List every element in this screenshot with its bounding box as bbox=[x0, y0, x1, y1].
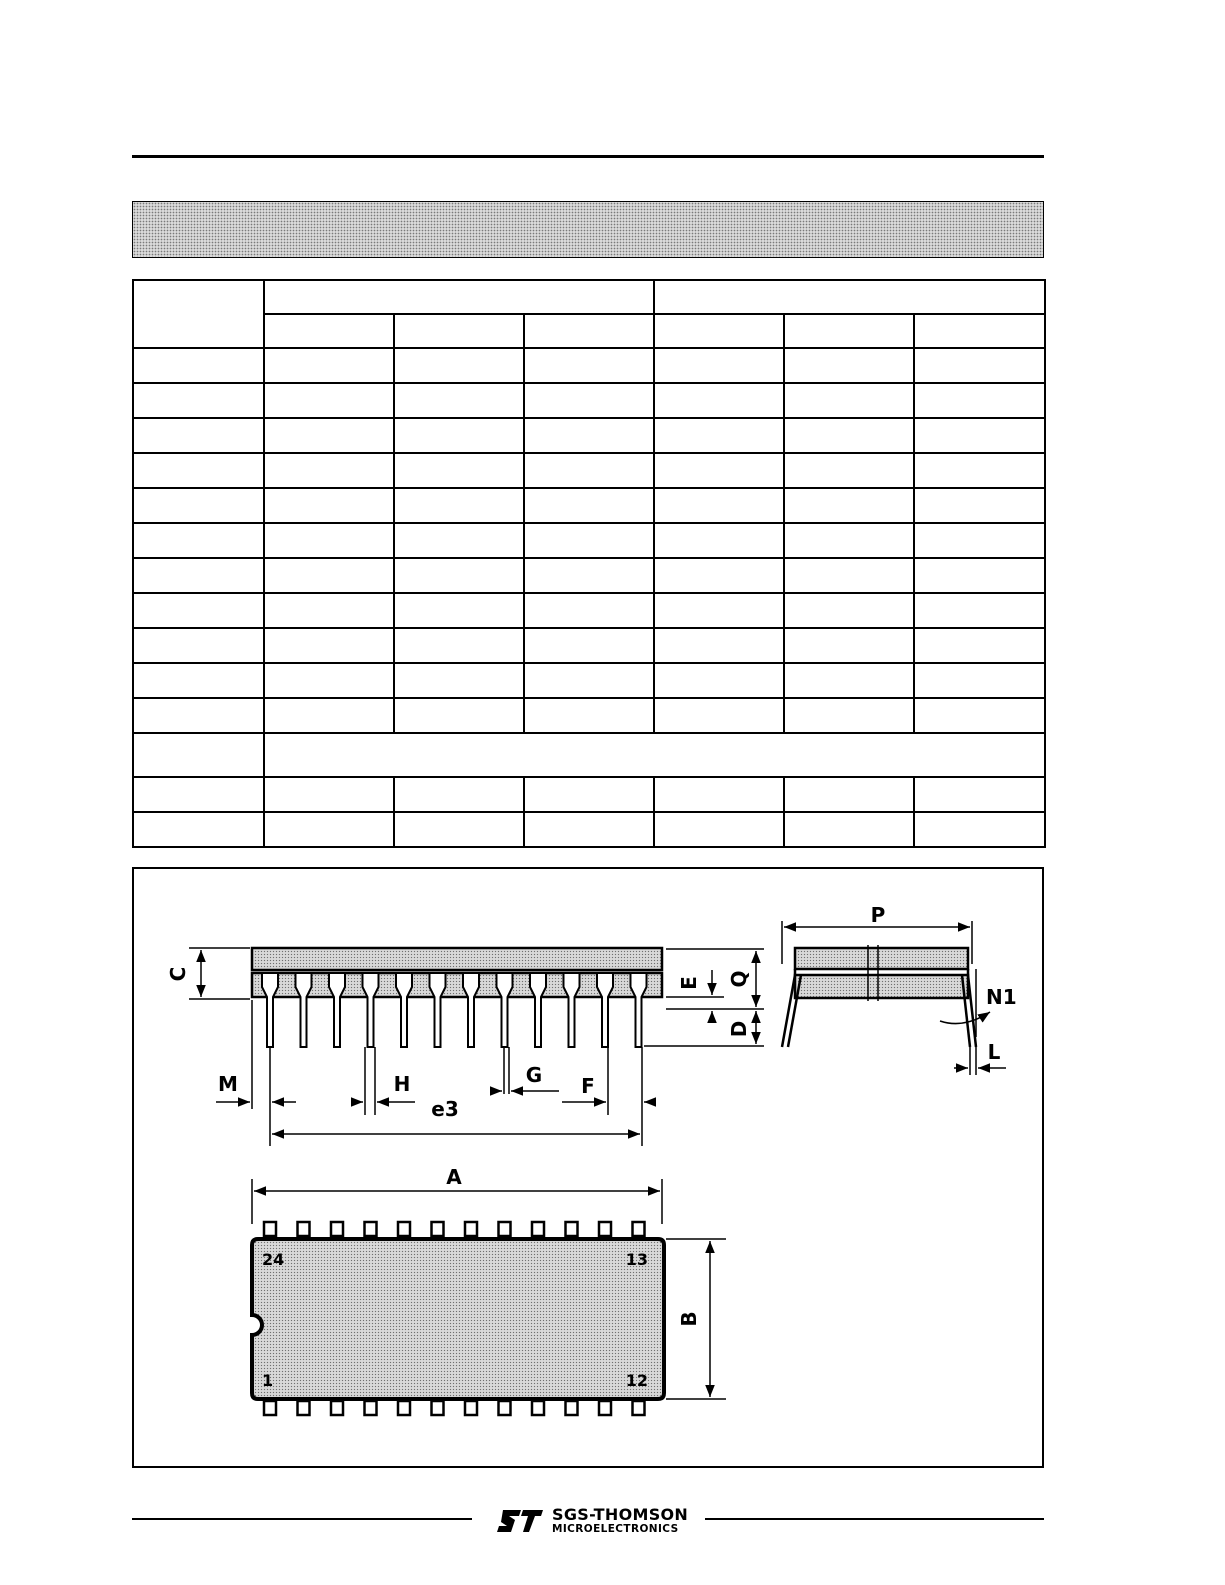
brand-line1: SGS-THOMSON bbox=[552, 1505, 689, 1524]
side-pin bbox=[564, 973, 580, 1047]
table-cell bbox=[654, 280, 1045, 314]
side-pin bbox=[329, 973, 345, 1047]
label-q: Q bbox=[727, 970, 751, 988]
table-row-wide bbox=[133, 733, 1045, 777]
table-row bbox=[133, 698, 1045, 733]
side-pin bbox=[430, 973, 446, 1047]
top-pin bbox=[331, 1222, 343, 1236]
top-pin bbox=[432, 1401, 444, 1415]
top-pin bbox=[264, 1401, 276, 1415]
table-cell bbox=[784, 314, 914, 348]
top-pin bbox=[365, 1401, 377, 1415]
table-subheader-row bbox=[133, 314, 1045, 348]
pin-number-24: 24 bbox=[262, 1250, 285, 1269]
top-pin bbox=[465, 1222, 477, 1236]
pin-number-12: 12 bbox=[625, 1371, 648, 1390]
top-pin bbox=[499, 1401, 511, 1415]
label-h: H bbox=[393, 1072, 411, 1096]
side-pin bbox=[296, 973, 312, 1047]
table-cell bbox=[394, 314, 524, 348]
side-pin bbox=[262, 973, 278, 1047]
top-pin bbox=[499, 1222, 511, 1236]
table-row bbox=[133, 663, 1045, 698]
side-pin bbox=[363, 973, 379, 1047]
side-pin bbox=[497, 973, 513, 1047]
table-cell bbox=[264, 314, 394, 348]
side-pin bbox=[463, 973, 479, 1047]
label-n1: N1 bbox=[986, 985, 1017, 1009]
table-cell bbox=[524, 314, 654, 348]
table-cell bbox=[914, 314, 1045, 348]
side-pin bbox=[396, 973, 412, 1047]
table-cell bbox=[133, 733, 264, 777]
pin-number-1: 1 bbox=[262, 1371, 274, 1390]
brand-line2: MICROELECTRONICS bbox=[552, 1523, 679, 1535]
top-pin bbox=[264, 1222, 276, 1236]
side-pin bbox=[631, 973, 647, 1047]
table-row bbox=[133, 348, 1045, 383]
table-row bbox=[133, 558, 1045, 593]
top-pin bbox=[365, 1222, 377, 1236]
top-pin bbox=[398, 1401, 410, 1415]
table-row bbox=[133, 418, 1045, 453]
label-d: D bbox=[727, 1020, 751, 1038]
top-pin bbox=[532, 1401, 544, 1415]
top-view bbox=[252, 1179, 726, 1415]
st-logo-icon bbox=[497, 1508, 545, 1534]
table-row bbox=[133, 812, 1045, 847]
package-outline-figure bbox=[132, 867, 1044, 1468]
label-a: A bbox=[446, 1165, 462, 1189]
side-pin bbox=[597, 973, 613, 1047]
table-row bbox=[133, 453, 1045, 488]
top-pin bbox=[331, 1401, 343, 1415]
title-banner bbox=[132, 201, 1044, 258]
table-row bbox=[133, 777, 1045, 812]
footer-rule-right bbox=[705, 1518, 1044, 1520]
top-pin bbox=[599, 1222, 611, 1236]
table-cell bbox=[133, 280, 264, 348]
table-row bbox=[133, 628, 1045, 663]
top-pin bbox=[633, 1222, 645, 1236]
label-e: E bbox=[677, 976, 701, 990]
dim-c bbox=[189, 948, 250, 999]
table-header-row bbox=[133, 280, 1045, 314]
table-cell bbox=[264, 733, 1045, 777]
label-g: G bbox=[525, 1063, 543, 1087]
top-pin bbox=[432, 1222, 444, 1236]
label-e3: e3 bbox=[431, 1097, 459, 1121]
header-rule bbox=[132, 155, 1044, 158]
label-l: L bbox=[987, 1040, 1001, 1064]
top-pin bbox=[532, 1222, 544, 1236]
top-pin bbox=[298, 1222, 310, 1236]
side-view bbox=[252, 948, 662, 1047]
table-row bbox=[133, 383, 1045, 418]
table-row bbox=[133, 593, 1045, 628]
top-pin bbox=[599, 1401, 611, 1415]
table-row bbox=[133, 488, 1045, 523]
label-p: P bbox=[870, 903, 886, 927]
top-pin bbox=[566, 1222, 578, 1236]
label-c: C bbox=[166, 966, 190, 982]
label-b: B bbox=[677, 1311, 701, 1327]
label-m: M bbox=[218, 1072, 238, 1096]
top-pin bbox=[633, 1401, 645, 1415]
top-pin bbox=[298, 1401, 310, 1415]
table-cell bbox=[654, 314, 784, 348]
table-row bbox=[133, 523, 1045, 558]
top-pin bbox=[465, 1401, 477, 1415]
top-pin bbox=[566, 1401, 578, 1415]
package-drawing bbox=[134, 869, 1042, 1466]
pin-number-13: 13 bbox=[625, 1250, 648, 1269]
table-cell bbox=[264, 280, 654, 314]
end-view bbox=[782, 945, 976, 1047]
footer-rule-left bbox=[132, 1518, 472, 1520]
top-pin bbox=[398, 1222, 410, 1236]
dimensions-table bbox=[132, 279, 1046, 848]
label-f: F bbox=[581, 1074, 595, 1098]
side-pin bbox=[530, 973, 546, 1047]
